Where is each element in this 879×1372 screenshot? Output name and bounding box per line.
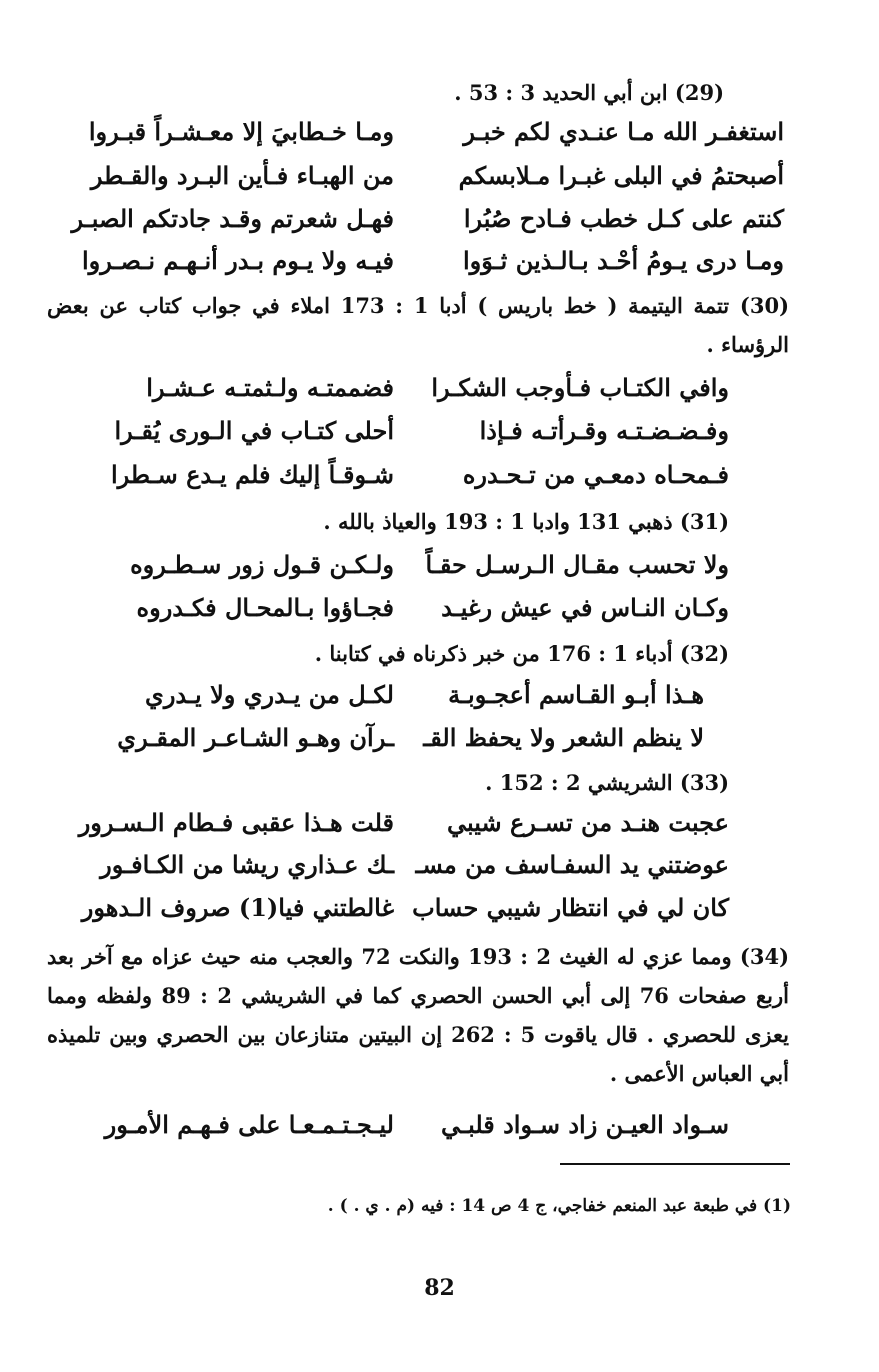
verse-32-1-second-hemistich: لكـل من يـدري ولا يـدري <box>145 680 394 709</box>
note-33: (33) الشريشي 2 : 152 . <box>485 770 729 795</box>
verse-29-4-second-hemistich: فيـه ولا يـوم بـدر أنـهـم نـصـروا <box>81 246 394 275</box>
verse-33-3-second-hemistich: غالطتني فيا(1) صروف الـدهور <box>81 893 394 922</box>
note-32: (32) أدباء 1 : 176 من خبر ذكرناه في كتابنا . <box>314 641 729 666</box>
verse-29-1-second-hemistich: ومـا خـطابيَ إلا معـشـراً قبـروا <box>88 117 394 146</box>
verse-30-2-first-hemistich: وفـضـضـتـه وقـرأتـه فـإذا <box>479 416 729 445</box>
verse-34-1-second-hemistich: ليـجـتـمـعـا على فـهـم الأمـور <box>104 1110 394 1139</box>
verse-33-2-second-hemistich: ـك عـذاري ريشا من الكـافـور <box>100 850 394 879</box>
page-number: 82 <box>424 1275 455 1301</box>
verse-30-1-first-hemistich: وافي الكتـاب فـأوجب الشكـرا <box>431 373 729 402</box>
verse-33-1-first-hemistich: عجبت هنـد من تسـرع شيبي <box>447 808 729 837</box>
verse-29-2-first-hemistich: أصبحتمُ في البلى غبـرا مـلابسكم <box>458 161 784 190</box>
verse-30-3-second-hemistich: شـوقـاً إليك فلم يـدع سـطرا <box>111 460 394 489</box>
verse-33-3-first-hemistich: كان لي في انتظار شيبي حساب <box>412 893 729 922</box>
note-30: (30) تتمة اليتيمة ( خط باريس ) أدبا 1 : 173 املاء في جواب كتاب عن بعض الرؤساء . <box>47 293 789 357</box>
verse-33-1-second-hemistich: قلت هـذا عقبى فـطام الـسـرور <box>78 808 394 837</box>
verse-34-1-first-hemistich: سـواد العيـن زاد سـواد قلبـي <box>441 1110 729 1139</box>
verse-29-1-first-hemistich: استغفـر الله مـا عنـدي لكم خبـر <box>463 117 784 146</box>
note-31: (31) ذهبي 131 وادبا 1 : 193 والعياذ بالله . <box>323 509 729 534</box>
verse-31-2-first-hemistich: وكـان النـاس في عيش رغيـد <box>441 593 729 622</box>
verse-29-3-first-hemistich: كنتم على كـل خطب فـادح صُبُرا <box>463 204 784 233</box>
note-34: (34) ومما عزي له الغيث 2 : 193 والنكت 72 والعجب منه حيث عزاه مع آخر بعد أربع صفحات 76 إلى أبي الحسن الحصري كما في الشريشي 2 : 89 ولفظه ومما يعزى للحصري . قال ياقوت 5 : 262 إن البيتين متنازعان بين الحصري وبين تلميذه أبي العباس الأعمى . <box>47 944 789 1086</box>
verse-30-1-second-hemistich: فضممتـه ولـثمتـه عـشـرا <box>146 373 394 402</box>
footnote: (1) في طبعة عبد المنعم خفاجي، ج 4 ص 14 : فيه (م . ي . ) . <box>327 1196 791 1216</box>
verse-32-2-second-hemistich: ـرآن وهـو الشـاعـر المقـري <box>117 723 394 752</box>
footnote-separator <box>560 1163 790 1165</box>
verse-32-1-first-hemistich: هـذا أبـو القـاسم أعجـوبـة <box>448 680 704 709</box>
verse-33-2-first-hemistich: عوضتني يد السفـاسف من مسـ <box>415 850 729 879</box>
verse-31-2-second-hemistich: فجـاؤوا بـالمحـال فكـدروه <box>136 593 394 622</box>
note-29: (29) ابن أبي الحديد 3 : 53 . <box>454 80 724 105</box>
verse-29-3-second-hemistich: فهـل شعرتم وقـد جادتكم الصبـر <box>71 204 394 233</box>
verse-29-4-first-hemistich: ومـا درى يـومُ أحْـد بـالـذين ثـوَوا <box>462 246 784 275</box>
verse-30-2-second-hemistich: أحلى كتـاب في الـورى يُقـرا <box>114 416 394 445</box>
verse-29-2-second-hemistich: من الهبـاء فـأين البـرد والقـطر <box>90 161 394 190</box>
verse-31-1-first-hemistich: ولا تحسب مقـال الـرسـل حقـاً <box>425 550 729 579</box>
verse-30-3-first-hemistich: فـمحـاه دمعـي من تـحـدره <box>462 460 729 489</box>
verse-32-2-first-hemistich: لا ينظم الشعر ولا يحفظ القـ <box>423 723 704 752</box>
verse-31-1-second-hemistich: ولـكـن قـول زور سـطـروه <box>130 550 394 579</box>
